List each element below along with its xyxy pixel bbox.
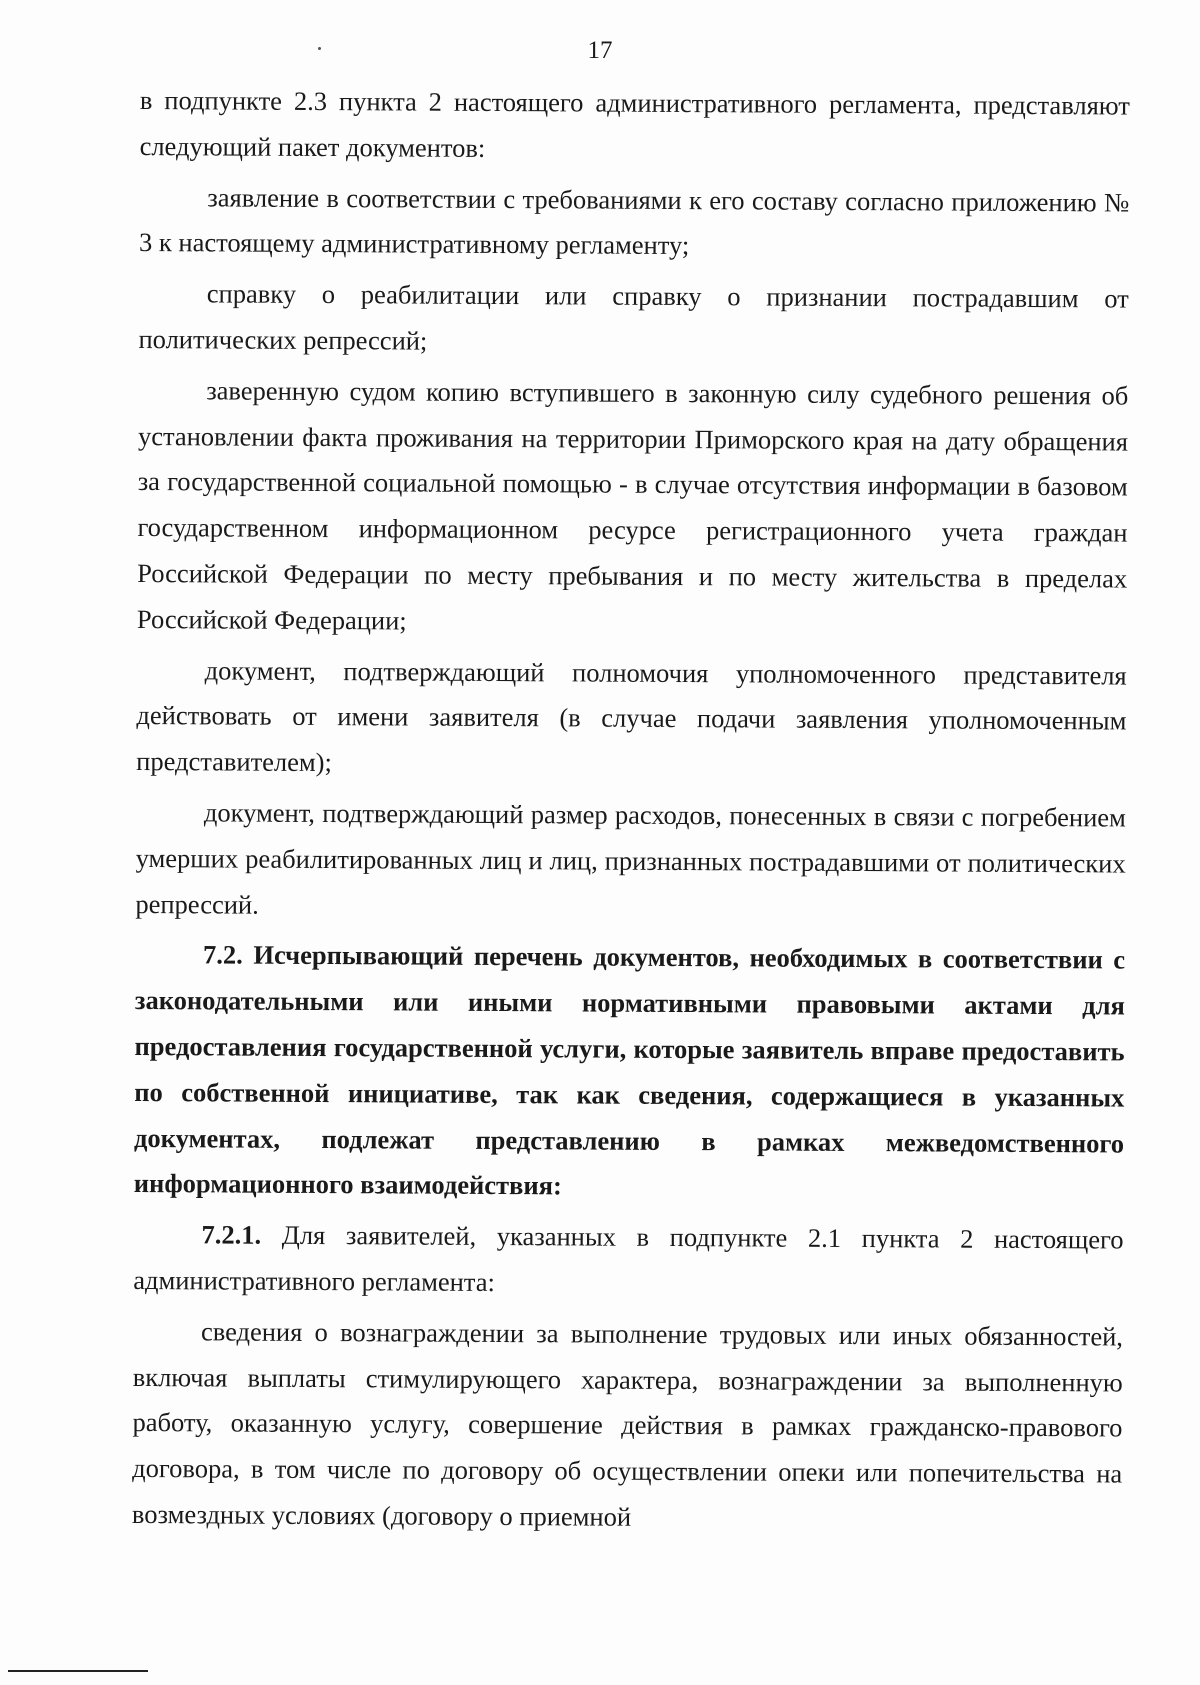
section-heading: 7.2. Исчерпывающий перечень документов, необходимых в соответствии с законодательными или иными нормативными правовыми актами для предоставления государственной услуги, которые заявитель вправе предоставить по собственной инициативе, так как сведения, содержащиеся в указанных документах, подлежат представлению в рамках межведомственного информационного взаимодействия: <box>133 939 1126 1201</box>
document-body <box>132 78 1130 1548</box>
paragraph-remuneration-info: сведения о вознаграждении за выполнение трудовых или иных обязанностей, включая выплаты стимулирующего характера, вознаграждении за выполненную работу, оказанную услугу, совершение действия в рамках гражданско-правового договора, в том числе по договору об осуществлении опеки или попечительства на возмездных условиях (договору о приемной <box>131 1316 1124 1532</box>
paragraph-rehabilitation-certificate: справку о реабилитации или справку о признании пострадавшим от политических репрессий; <box>138 278 1129 356</box>
subsection-paragraph <box>133 1212 1123 1309</box>
paragraph-application: заявление в соответствии с требованиями к его составу согласно приложению № 3 к настоящему административному регламенту; <box>138 181 1130 261</box>
paragraph-continuation: в подпункте 2.3 пункта 2 настоящего административного регламента, представляют следующий пакет документов: <box>139 84 1130 163</box>
paragraph-court-decision: заверенную судом копию вступившего в законную силу судебного решения об установлении факта проживания на территории Приморского края на дату обращения за государственной социальной помощью - в случае отсутствия информации в базовом государственном информационном ресурсе регистрационного учета граждан Российской Федерации по месту пребывания и по месту жительства в пределах Российской Федерации; <box>136 375 1129 636</box>
subsection-text: Для заявителей, указанных в подпункте 2.1 пункта 2 настоящего административного регламента: <box>133 1219 1124 1297</box>
footnote-rule <box>8 1670 148 1672</box>
paragraph-representative-authority: документ, подтверждающий полномочия уполномоченного представителя действовать от имени заявителя (в случае подачи заявления уполномоченным представителем); <box>136 654 1127 778</box>
page-number: 17 <box>587 37 613 64</box>
subsection-number: 7.2.1. <box>201 1219 262 1250</box>
paragraph-burial-expenses: документ, подтверждающий размер расходов, понесенных в связи с погребением умерших реабилитированных лиц и лиц, признанных пострадавшими от политических репрессий. <box>135 797 1126 920</box>
scan-speck <box>318 47 321 50</box>
